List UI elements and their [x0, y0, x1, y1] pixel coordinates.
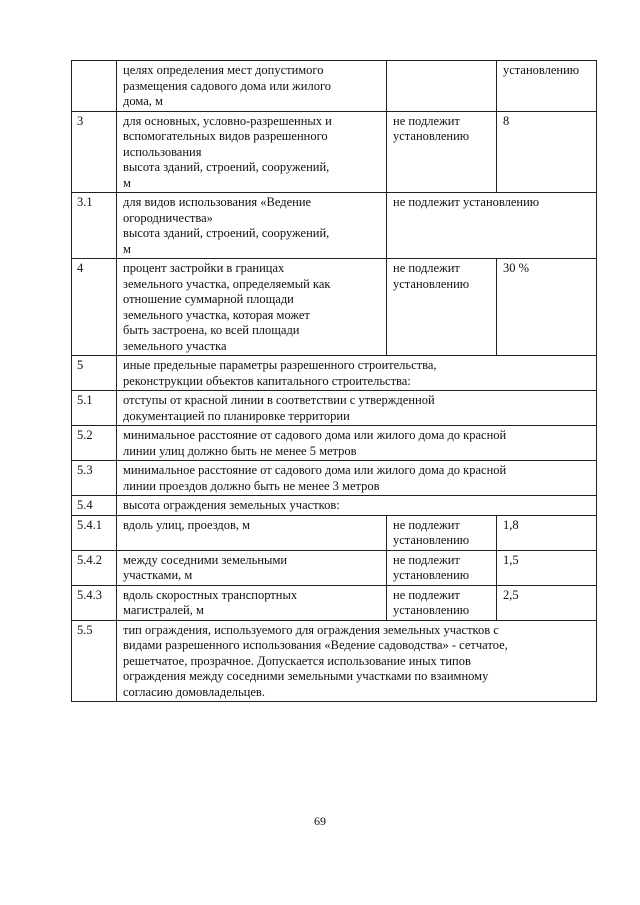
value-special-text [503, 261, 592, 277]
row-description [117, 515, 387, 550]
text-line: минимальное расстояние от садового дома или жилого дома до красной [123, 463, 507, 477]
row-description-full [117, 496, 597, 516]
text-line: для основных, условно-разрешенных и [123, 113, 332, 128]
text-line: реконструкции объектов капитального строительства: [123, 373, 411, 388]
text-line: не подлежит [393, 587, 460, 602]
row-description [117, 111, 387, 193]
row-description-full-text [123, 623, 592, 701]
value-special [497, 515, 597, 550]
text-line: для видов использования «Ведение [123, 195, 312, 209]
text-line: документацией по планировке территории [123, 408, 350, 423]
table-row [72, 356, 597, 391]
text-line: процент застройки в границах [123, 261, 285, 275]
text-line: установлению [393, 129, 470, 143]
text-line: установлению [393, 533, 470, 547]
table-row [72, 620, 597, 702]
row-number: 5 [72, 356, 117, 391]
row-number: 3.1 [72, 193, 117, 259]
text-line: участками, м [123, 568, 193, 582]
row-number [72, 61, 117, 112]
row-description-full [117, 426, 597, 461]
table-row [72, 193, 597, 259]
value-merged [387, 193, 597, 259]
row-description [117, 585, 387, 620]
text-line: не подлежит [393, 113, 460, 128]
text-line: земельного участка, определяемый как [123, 276, 331, 291]
regulations-table [71, 60, 597, 702]
text-line: 1,8 [503, 517, 519, 532]
text-line: вспомогательных видов разрешенного [123, 129, 328, 143]
table-row [72, 515, 597, 550]
table-row [72, 550, 597, 585]
value-special-text [503, 588, 592, 604]
row-description-text [123, 518, 382, 534]
text-line: минимальное расстояние от садового дома или жилого дома до красной [123, 428, 507, 442]
value-special-text [503, 553, 592, 569]
row-number: 5.4 [72, 496, 117, 516]
text-line: земельного участка, которая может [123, 307, 310, 322]
table-row [72, 259, 597, 356]
page-number: 69 [314, 814, 326, 828]
value-merged-text [393, 195, 592, 211]
text-line: огородничества» [123, 210, 213, 225]
text-line: отступы от красной линии в соответствии с утвержденной [123, 393, 435, 407]
text-line: магистралей, м [123, 603, 204, 617]
row-description-text [123, 114, 382, 192]
value-basic [387, 585, 497, 620]
text-line: не подлежит [393, 261, 460, 275]
row-description-text [123, 553, 382, 584]
text-line: не подлежит [393, 552, 460, 567]
text-line: отношение суммарной площади [123, 292, 294, 306]
text-line: высота зданий, строений, сооружений, [123, 160, 330, 174]
row-description-full-text [123, 463, 592, 494]
row-description-full [117, 620, 597, 702]
value-special-text [503, 63, 592, 79]
row-number: 5.2 [72, 426, 117, 461]
value-special-text [503, 114, 592, 130]
row-description-full-text [123, 428, 592, 459]
text-line: 1,5 [503, 552, 519, 567]
text-line: установлению [393, 276, 470, 291]
table-row [72, 426, 597, 461]
text-line: целях определения мест допустимого [123, 63, 324, 77]
text-line: согласию домовладельцев. [123, 684, 265, 699]
text-line: быть застроена, ко всей площади [123, 323, 300, 337]
text-line: не подлежит установлению [393, 195, 540, 209]
value-basic [387, 111, 497, 193]
text-line: между соседними земельными [123, 552, 288, 567]
row-number: 5.5 [72, 620, 117, 702]
row-number: 3 [72, 111, 117, 193]
table-row [72, 496, 597, 516]
text-line: высота ограждения земельных участков: [123, 498, 340, 512]
text-line: не подлежит [393, 517, 460, 532]
value-special-text [503, 518, 592, 534]
text-line: м [123, 175, 131, 190]
row-description-full-text [123, 358, 592, 389]
text-line: ограждения между соседними земельными участками по взаимному [123, 669, 489, 683]
text-line: вдоль скоростных транспортных [123, 587, 298, 602]
row-description-text [123, 588, 382, 619]
text-line: земельного участка [123, 338, 227, 353]
value-special [497, 61, 597, 112]
value-special [497, 585, 597, 620]
row-number: 5.1 [72, 391, 117, 426]
row-number: 5.4.3 [72, 585, 117, 620]
value-special [497, 550, 597, 585]
row-description-full [117, 461, 597, 496]
value-basic [387, 259, 497, 356]
text-line: установлению [393, 568, 470, 582]
value-basic-text [393, 588, 492, 619]
row-description [117, 61, 387, 112]
table-row [72, 391, 597, 426]
value-basic-text [393, 553, 492, 584]
row-description-full [117, 356, 597, 391]
table-row [72, 111, 597, 193]
text-line: вдоль улиц, проездов, м [123, 517, 251, 532]
text-line: размещения садового дома или жилого [123, 78, 332, 93]
text-line: 8 [503, 113, 510, 128]
row-description-text [123, 195, 382, 257]
row-description-full-text [123, 498, 592, 514]
table-row [72, 61, 597, 112]
row-number: 5.4.1 [72, 515, 117, 550]
text-line: установлению [393, 603, 470, 617]
row-number: 5.4.2 [72, 550, 117, 585]
row-description-text [123, 63, 382, 110]
table-body [72, 61, 597, 702]
row-number: 5.3 [72, 461, 117, 496]
text-line: 2,5 [503, 587, 519, 602]
value-basic [387, 550, 497, 585]
table-row [72, 585, 597, 620]
text-line: использования [123, 144, 202, 159]
text-line: видами разрешенного использования «Ведение садоводства» - сетчатое, [123, 638, 508, 652]
text-line: высота зданий, строений, сооружений, [123, 226, 330, 240]
text-line: м [123, 241, 131, 256]
value-special [497, 111, 597, 193]
value-basic [387, 61, 497, 112]
row-description-text [123, 261, 382, 354]
text-line: линии улиц должно быть не менее 5 метров [123, 443, 357, 458]
row-description [117, 550, 387, 585]
row-description-full [117, 391, 597, 426]
row-number: 4 [72, 259, 117, 356]
row-description-full-text [123, 393, 592, 424]
text-line: 30 % [503, 261, 530, 275]
text-line: линии проездов должно быть не менее 3 метров [123, 478, 380, 493]
table-row [72, 461, 597, 496]
text-line: иные предельные параметры разрешенного строительства, [123, 358, 437, 372]
text-line: дома, м [123, 94, 163, 108]
value-special [497, 259, 597, 356]
row-description [117, 193, 387, 259]
text-line: установлению [503, 63, 580, 77]
row-description [117, 259, 387, 356]
value-basic [387, 515, 497, 550]
value-basic-text [393, 261, 492, 292]
text-line: тип ограждения, используемого для ограждения земельных участков с [123, 622, 499, 637]
text-line: решетчатое, прозрачное. Допускается использование иных типов [123, 653, 471, 668]
value-basic-text [393, 518, 492, 549]
value-basic-text [393, 114, 492, 145]
